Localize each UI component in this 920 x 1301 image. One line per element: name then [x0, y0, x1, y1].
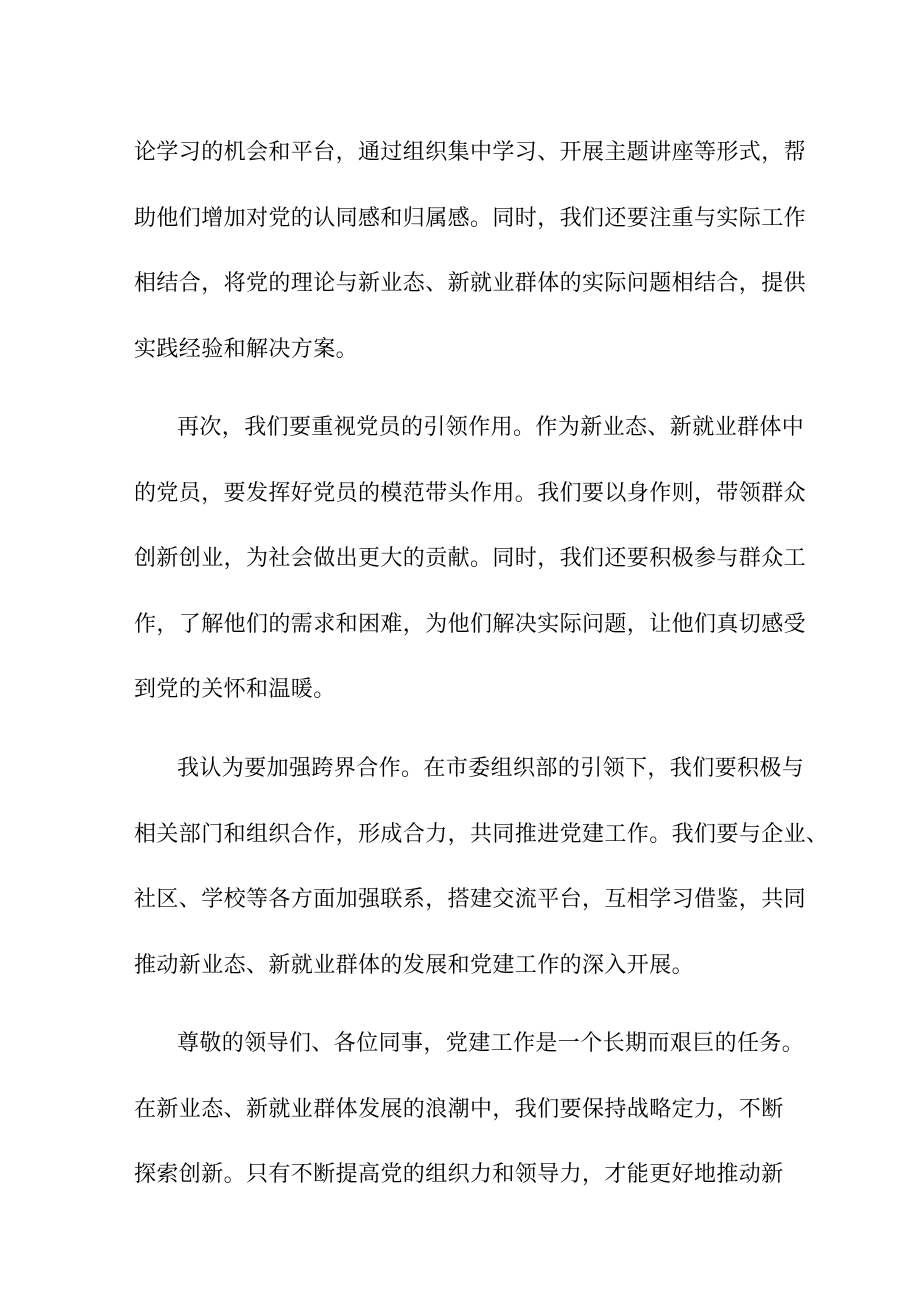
text-line: 尊敬的领导们、各位同事，党建工作是一个长期而艰巨的任务。	[177, 1031, 805, 1056]
text-line: 社区、学校等各方面加强联系，搭建交流平台，互相学习借鉴，共同	[134, 887, 807, 912]
text-line: 探索创新。只有不断提高党的组织力和领导力，才能更好地推动新	[134, 1162, 784, 1187]
text-line: 的党员，要发挥好党员的模范带头作用。我们要以身作则，带领群众	[134, 481, 807, 506]
text-line: 助他们增加对党的认同感和归属感。同时，我们还要注重与实际工作	[134, 206, 807, 231]
text-line: 推动新业态、新就业群体的发展和党建工作的深入开展。	[134, 953, 695, 978]
text-line: 创新创业，为社会做出更大的贡献。同时，我们还要积极参与群众工	[134, 546, 807, 571]
text-line: 作，了解他们的需求和困难，为他们解决实际问题，让他们真切感受	[134, 612, 807, 637]
text-line: 我认为要加强跨界合作。在市委组织部的引领下，我们要积极与	[177, 756, 805, 781]
text-line: 在新业态、新就业群体发展的浪潮中，我们要保持战略定力，不断	[134, 1097, 784, 1122]
text-line: 相结合，将党的理论与新业态、新就业群体的实际问题相结合，提供	[134, 271, 807, 296]
text-line: 实践经验和解决方案。	[134, 337, 359, 362]
text-line: 相关部门和组织合作，形成合力，共同推进党建工作。我们要与企业、	[134, 822, 829, 847]
text-line: 到党的关怀和温暖。	[134, 677, 336, 702]
text-line: 论学习的机会和平台，通过组织集中学习、开展主题讲座等形式，帮	[134, 140, 807, 165]
text-line: 再次，我们要重视党员的引领作用。作为新业态、新就业群体中	[177, 415, 805, 440]
